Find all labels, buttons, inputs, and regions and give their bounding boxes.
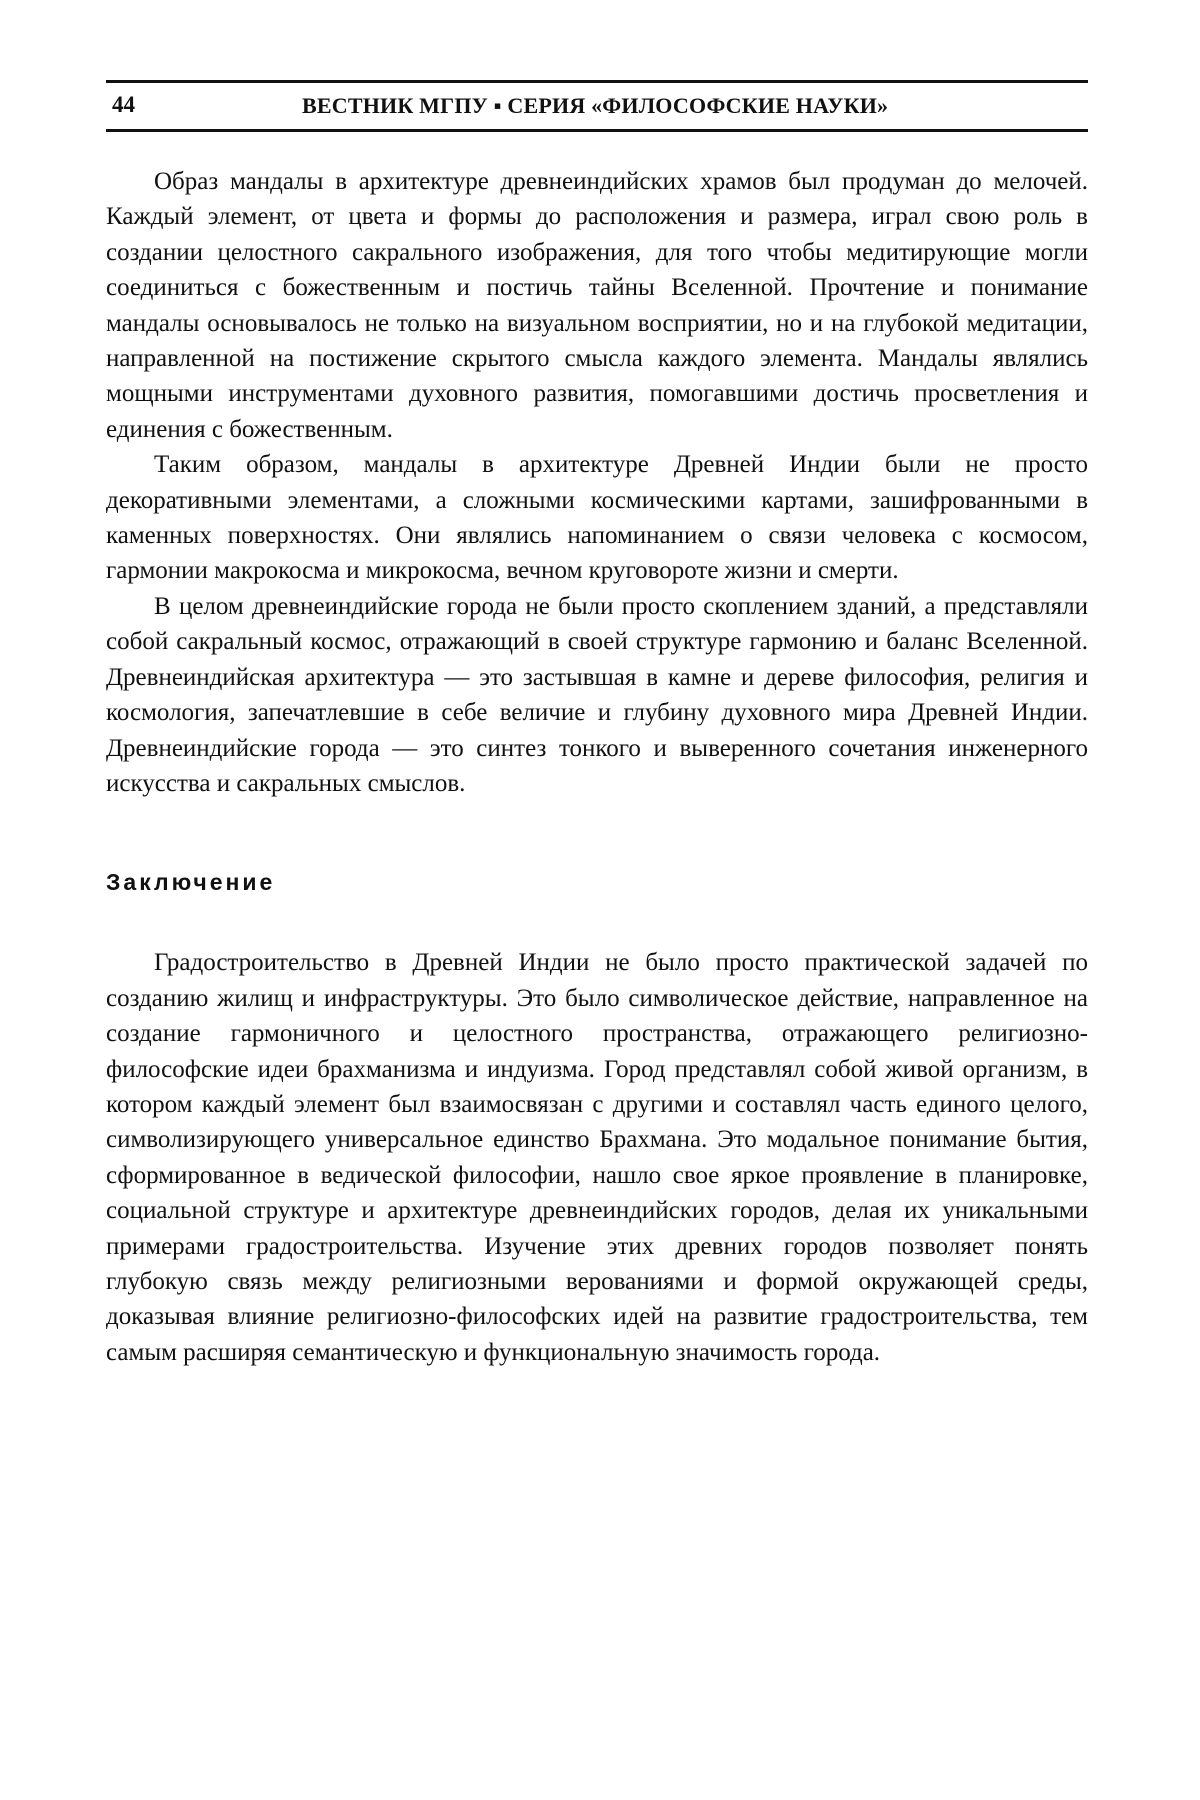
article-body — [106, 164, 1088, 801]
paragraph-cities-sacral-cosmos: В целом древнеиндийские города не были просто скоплением зданий, а представляли собой сакральный космос, отражающий в своей структуре гармонию и баланс Вселенной. Древнеиндийская архитектура — это застыв­шая в камне и дереве философия, религия и космология, запечатлевшие в себе величие и глубину духовного мира Древней Индии. Древнеиндийские горо­да — это синтез тонкого и выверенного сочетания инженерного искусства и сакральных смыслов. — [106, 589, 1088, 801]
conclusion-body — [106, 945, 1088, 1370]
paragraph-mandala-summary: Таким образом, мандалы в архитектуре Древней Индии были не просто декоративными элементами, а сложными космическими картами, зашифрован­ными в каменных поверхностях. Они являлись напоминанием о связи человека с космосом, гармонии макрокосма и микрокосма, вечном круговороте жизни и смерти. — [106, 447, 1088, 589]
section-heading-conclusion: Заключение — [106, 867, 1088, 897]
paragraph-conclusion: Градостроительство в Древней Индии не было просто практической зада­чей по созданию жилищ и инфраструктуры. Это было символическое действие, направленное на создание гармоничного и целостного пространства, отражаю­щего религиозно-философские идеи брахманизма и индуизма. Город пред­ставлял собой живой организм, в котором каждый элемент был взаимосвязан с другими и составлял часть единого целого, символизирующего универсаль­ное единство Брахмана. Это модальное понимание бытия, сформированное в ведической философии, нашло свое яркое проявление в планировке, социальной структуре и архитектуре древнеиндийских городов, делая их уникальными примерами градостроительства. Изучение этих древних городов позволяет понять глубокую связь между религиозными верованиями и формой окружаю­щей среды, доказывая влияние религиозно-философских идей на развитие градостроительства, тем самым расширяя семантическую и функциональную значимость города. — [106, 945, 1088, 1370]
journal-page — [106, 80, 1088, 1370]
page-number: 44 — [112, 92, 135, 118]
paragraph-mandala-image: Образ мандалы в архитектуре древнеиндийских храмов был продуман до мелочей. Каждый элемент, от цвета и формы до расположения и размера, играл свою роль в создании целостного сакрального изображения, для того чтобы медитирующие могли соединиться с божественным и постичь тайны Вселенной. Прочтение и понимание мандалы основывалось не только на ви­зуальном восприятии, но и на глубокой медитации, направленной на постиже­ние скрытого смысла каждого элемента. Мандалы являлись мощными инстру­ментами духовного развития, помогавшими достичь просветления и единения с божественным. — [106, 164, 1088, 447]
journal-title: ВЕСТНИК МГПУ ▪ СЕРИЯ «ФИЛОСОФСКИЕ НАУКИ» — [302, 93, 888, 119]
running-head — [106, 80, 1088, 132]
